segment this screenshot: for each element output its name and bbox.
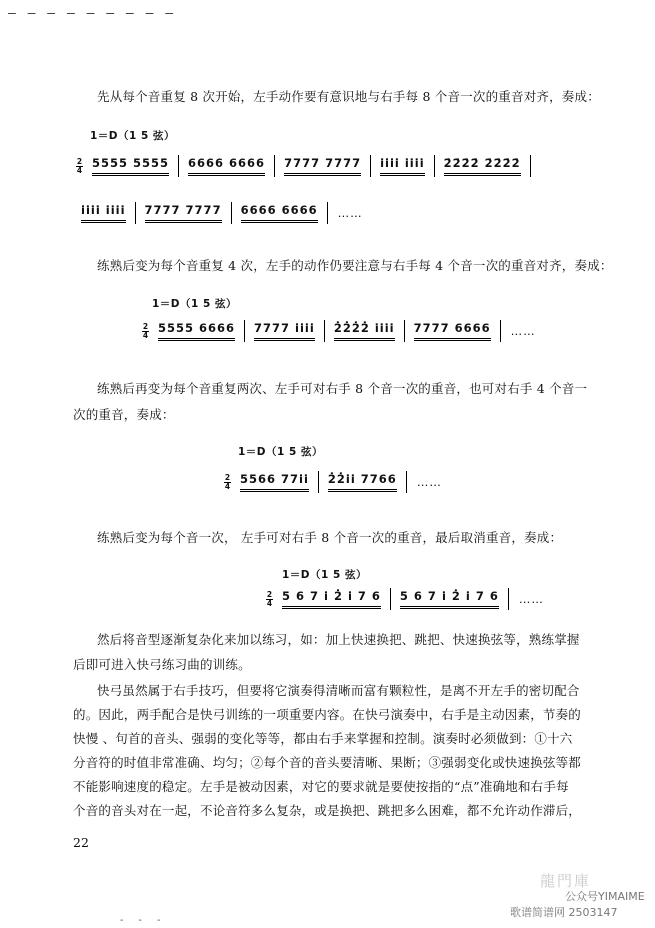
barline (274, 155, 275, 177)
key-signature-4: 1＝D（1 5 弦） (282, 569, 367, 581)
key-signature-1: 1＝D（1 5 弦） (90, 130, 175, 142)
paragraph-6-line-3: 快慢 、句首的音头、强弱的变化等等，都由右手来掌握和控制。演奏时必须做到：①十六 (73, 731, 573, 746)
measure: 6666 6666 (241, 203, 318, 223)
notation-ex1-row1 (76, 153, 535, 179)
key-signature-3: 1＝D（1 5 弦） (238, 446, 323, 458)
paragraph-6-line-1: 快弓虽然属于右手技巧，但要将它演奏得清晰而富有颗粒性，是离不开左手的密切配合 (97, 683, 580, 698)
top-marks: — — — — — — — — — (8, 6, 176, 21)
barline (406, 471, 407, 493)
watermark-logo: 龍門庫 (540, 872, 592, 890)
measure: 5555 6666 (158, 321, 235, 341)
paragraph-6-line-4: 分音符的时值非常准确、均匀；②每个音的音头要清晰、果断；③强弱变化或快速换弦等都 (73, 755, 582, 770)
barline (324, 320, 325, 342)
barline (244, 320, 245, 342)
barline (327, 202, 328, 224)
measure: i̇i̇i̇i̇ i̇i̇i̇i̇ (81, 203, 126, 223)
notation-ex4 (266, 586, 544, 612)
barline (370, 155, 371, 177)
barline (135, 202, 136, 224)
barline (500, 320, 501, 342)
ellipsis: …… (416, 475, 442, 489)
time-signature: 2 4 (266, 590, 273, 608)
measure: 6666 6666 (188, 156, 265, 176)
measure: 2̇2̇2̇2̇ i̇i̇i̇i̇ (334, 321, 395, 341)
paragraph-5-line-2: 后即可进入快弓练习曲的训练。 (73, 657, 251, 672)
measure: 7777 i̇i̇i̇i̇ (254, 321, 315, 341)
ellipsis: …… (510, 324, 536, 338)
key-signature-2: 1＝D（1 5 弦） (152, 298, 237, 310)
time-signature: 2 4 (76, 157, 83, 175)
measure: 7777 7777 (145, 203, 222, 223)
notation-ex2 (142, 318, 536, 344)
notation-ex3 (224, 469, 442, 495)
barline (404, 320, 405, 342)
time-signature: 2 4 (142, 322, 149, 340)
time-signature: 2 4 (224, 473, 231, 491)
notation-ex1-row2 (76, 200, 363, 226)
paragraph-6-line-2: 的。因此，两手配合是快弓训练的一项重要内容。在快弓演奏中，右手是主动因素，节奏的 (73, 707, 582, 722)
paragraph-3-line-2: 次的重音，奏成： (73, 407, 175, 422)
barline (530, 155, 531, 177)
barline (178, 155, 179, 177)
measure: 5 6 7 i̇ 2̇ i̇ 7 6 (282, 589, 381, 609)
paragraph-6-line-6: 个音的音头对在一起，不论音符多么复杂，或是换把、跳把多么困难，都不允许动作滞后， (73, 803, 582, 818)
page-number: 22 (73, 835, 89, 850)
barline (231, 202, 232, 224)
barline (434, 155, 435, 177)
footer-marks: - - - (120, 915, 167, 926)
measure: 5566 77i̇i̇ (240, 472, 309, 492)
barline (508, 588, 509, 610)
barline (390, 588, 391, 610)
paragraph-4: 练熟后变为每个音一次， 左手可对右手 8 个音一次的重音，最后取消重音，奏成： (97, 530, 563, 545)
measure: i̇i̇i̇i̇ i̇i̇i̇i̇ (380, 156, 425, 176)
measure: 5 6 7 i̇ 2̇ i̇ 7 6 (400, 589, 499, 609)
ellipsis: …… (518, 592, 544, 606)
watermark-line-1: 公众号YIMAIME (565, 890, 645, 903)
watermark-line-2: 歌谱简谱网 2503147 (510, 906, 618, 919)
barline (318, 471, 319, 493)
paragraph-6-line-5: 不能影响速度的稳定。左手是被动因素，对它的要求就是要使按指的“点”准确地和右手每 (73, 779, 569, 794)
measure: 7777 7777 (284, 156, 361, 176)
paragraph-3-line-1: 练熟后再变为每个音重复两次、左手可对右手 8 个音一次的重音，也可对右手 4 个音一 (97, 381, 588, 396)
measure: 2̇2̇i̇i̇ 7766 (328, 472, 397, 492)
paragraph-2: 练熟后变为每个音重复 4 次，左手的动作仍要注意与右手每 4 个音一次的重音对齐，奏成： (97, 258, 613, 273)
paragraph-5-line-1: 然后将音型逐渐复杂化来加以练习，如：加上快速换把、跳把、快速换弦等，熟练掌握 (97, 632, 580, 647)
measure: 2̇2̇2̇2̇ 2̇2̇2̇2̇ (444, 156, 521, 176)
measure: 5555 5555 (92, 156, 169, 176)
paragraph-1: 先从每个音重复 8 次开始，左手动作要有意识地与右手每 8 个音一次的重音对齐，奏成： (97, 89, 600, 104)
measure: 7777 6666 (414, 321, 491, 341)
ellipsis: …… (337, 206, 363, 220)
